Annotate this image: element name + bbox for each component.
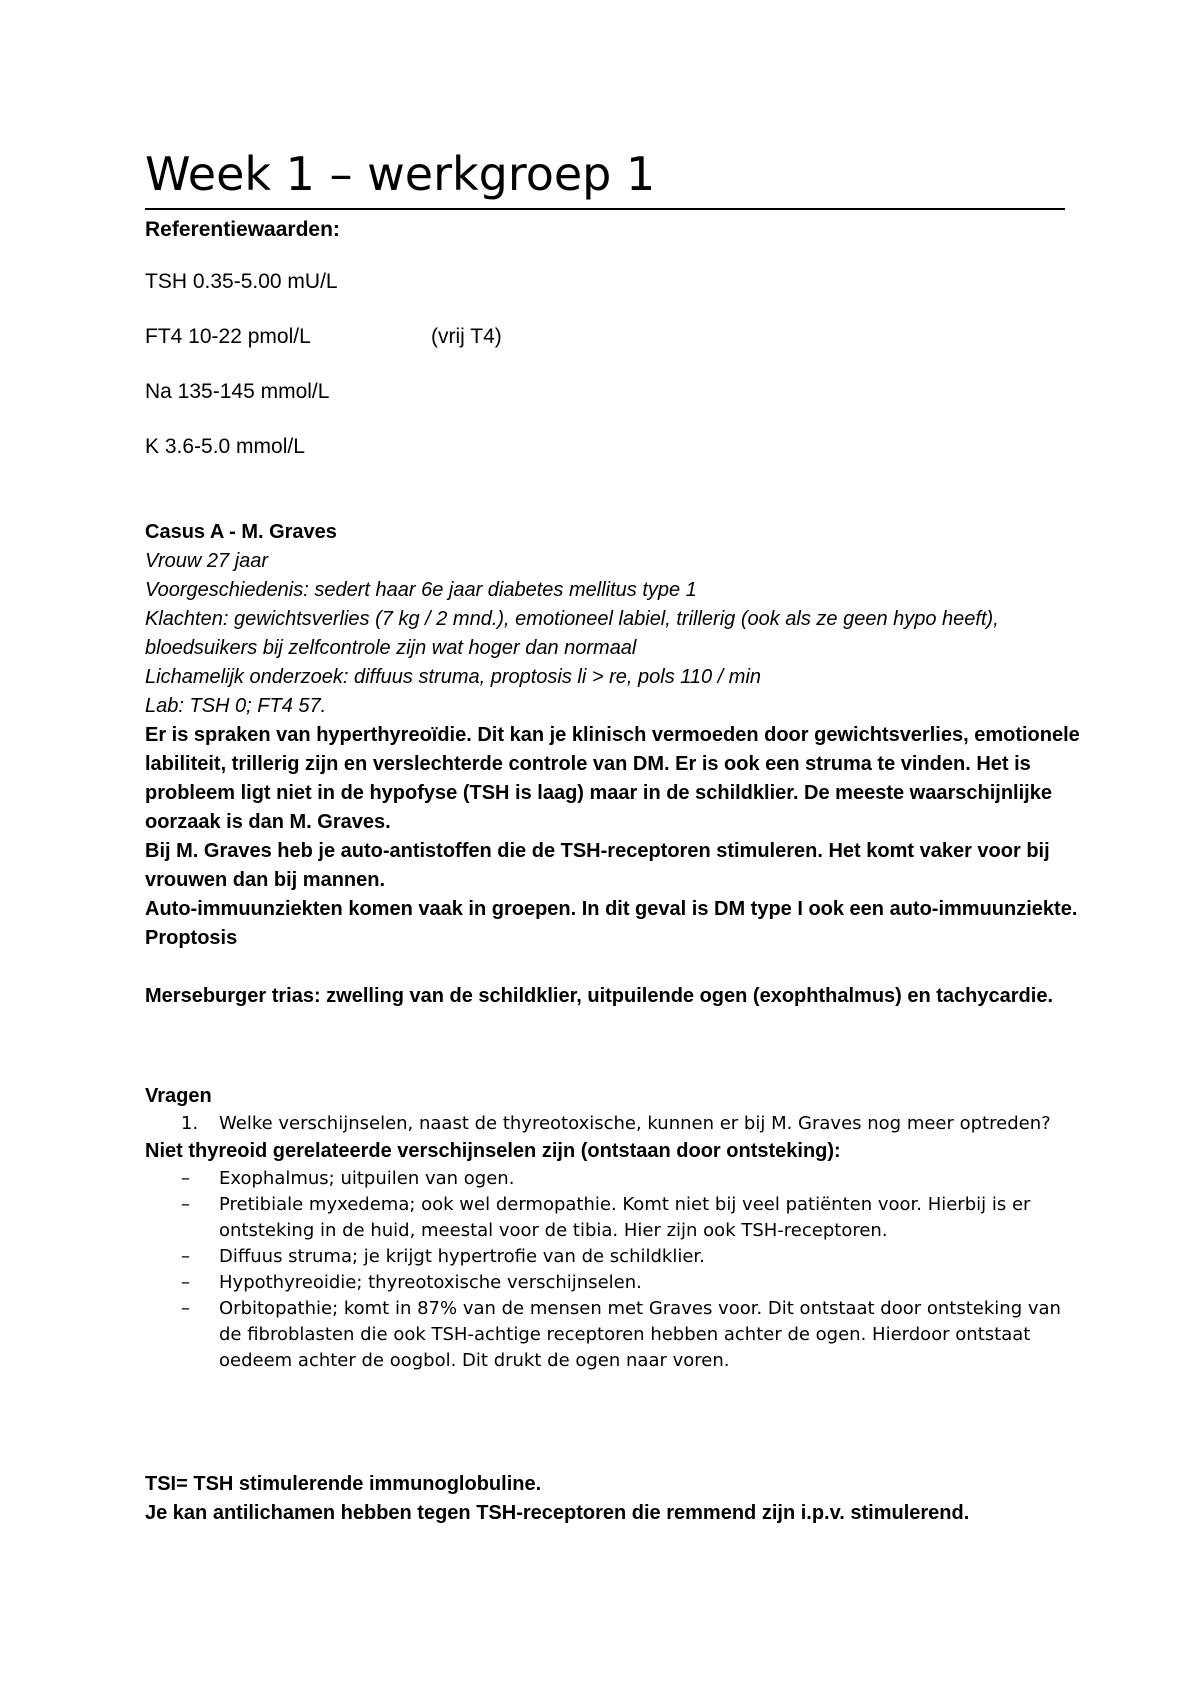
- footer-section: [145, 1470, 1085, 1528]
- reference-line-na: [145, 380, 329, 404]
- antibodies-note: Je kan antilichamen hebben tegen TSH-receptoren die remmend zijn i.p.v. stimulerend.: [145, 1502, 970, 1524]
- casus-patient: Vrouw 27 jaar: [145, 550, 269, 572]
- reference-heading: Referentiewaarden:: [145, 218, 340, 241]
- casus-complaints: Klachten: gewichtsverlies (7 kg / 2 mnd.), emotioneel labiel, trillerig (ook als ze geen hypo heeft), bloedsuikers bij zelfcontrole zijn wat hoger dan normaal: [145, 608, 999, 659]
- bullet-text: Orbitopathie; komt in 87% van de mensen met Graves voor. Dit ontstaat door ontsteking van de fibroblasten die ook TSH-achtige receptoren hebben achter de ogen. Hierdoor ontstaat oedeem achter de oogbol. Dit drukt de ogen naar voren.: [219, 1298, 1061, 1371]
- casus-paragraph-1-text: Er is spraken van hyperthyreoïdie. Dit kan je klinisch vermoeden door gewichtsverlies, emotionele labiliteit, trillerig zijn en verslechterde controle van DM. Er is ook een struma te vinden. Het is probleem ligt niet in de hypofyse (TSH is laag) maar in de schildklier. De meeste waarschijnlijke oorzaak is dan: [145, 724, 1080, 833]
- questions-list: [145, 1111, 1085, 1137]
- list-item: [145, 1270, 1085, 1296]
- reference-line-text: TSH 0.35-5.00 mU/L: [145, 270, 338, 293]
- reference-line-k: [145, 435, 305, 459]
- casus-lab: Lab: TSH 0; FT4 57.: [145, 695, 327, 717]
- answer-heading: Niet thyreoid gerelateerde verschijnselen zijn (ontstaan door ontsteking):: [145, 1140, 841, 1162]
- casus-diagnosis: M. Graves: [289, 811, 386, 833]
- reference-line-note: (vrij T4): [431, 325, 502, 348]
- casus-paragraph-2: Bij M. Graves heb je auto-antistoffen die de TSH-receptoren stimuleren. Het komt vaker voor bij vrouwen dan bij mannen.: [145, 840, 1050, 891]
- bullet-text: Pretibiale myxedema; ook wel dermopathie. Komt niet bij veel patiënten voor. Hierbij is er ontsteking in de huid, meestal voor de tibia. Hier zijn ook TSH-receptoren.: [219, 1194, 1031, 1241]
- list-item: [145, 1296, 1085, 1374]
- questions-section: [145, 1082, 1085, 1374]
- spacer: [145, 953, 1085, 982]
- casus-exam: Lichamelijk onderzoek: diffuus struma, proptosis li > re, pols 110 / min: [145, 666, 762, 688]
- bullet-text: Exophalmus; uitpuilen van ogen.: [219, 1168, 515, 1189]
- bullet-dash: –: [181, 1194, 190, 1215]
- bullet-text: Diffuus struma; je krijgt hypertrofie van de schildklier.: [219, 1246, 705, 1267]
- question-text: Welke verschijnselen, naast de thyreotoxische, kunnen er bij M. Graves nog meer optreden?: [219, 1113, 1051, 1134]
- merseburger-trias: Merseburger trias: zwelling van de schildklier, uitpuilende ogen (exophthalmus) en tachycardie.: [145, 985, 1053, 1007]
- questions-heading: Vragen: [145, 1085, 212, 1107]
- reference-line-text: FT4 10-22 pmol/L: [145, 325, 311, 348]
- casus-paragraph-3: Auto-immuunziekten komen vaak in groepen. In dit geval is DM type I ook een auto-immuunziekte. Proptosis: [145, 898, 1078, 949]
- casus-paragraph-1: [145, 721, 1085, 837]
- question-number: 1.: [181, 1113, 199, 1134]
- tsi-definition: TSI= TSH stimulerende immunoglobuline.: [145, 1473, 542, 1495]
- casus-history: Voorgeschiedenis: sedert haar 6e jaar diabetes mellitus type 1: [145, 579, 697, 601]
- bullet-dash: –: [181, 1272, 190, 1293]
- list-item: [145, 1192, 1085, 1244]
- list-item: [145, 1111, 1085, 1137]
- list-item: [145, 1244, 1085, 1270]
- casus-paragraph-1-end: .: [385, 811, 391, 833]
- bullet-dash: –: [181, 1168, 190, 1189]
- bullet-dash: –: [181, 1246, 190, 1267]
- answer-bullets: [145, 1166, 1085, 1374]
- casus-section: [145, 518, 1085, 1011]
- bullet-dash: –: [181, 1298, 190, 1319]
- reference-line-text: K 3.6-5.0 mmol/L: [145, 435, 305, 458]
- reference-line-tsh: [145, 270, 338, 294]
- bullet-text: Hypothyreoidie; thyreotoxische verschijnselen.: [219, 1272, 642, 1293]
- page-title: Week 1 – werkgroep 1: [145, 140, 1065, 210]
- reference-line-ft4: [145, 325, 845, 349]
- casus-heading: Casus A - M. Graves: [145, 521, 337, 543]
- list-item: [145, 1166, 1085, 1192]
- reference-line-text: Na 135-145 mmol/L: [145, 380, 330, 403]
